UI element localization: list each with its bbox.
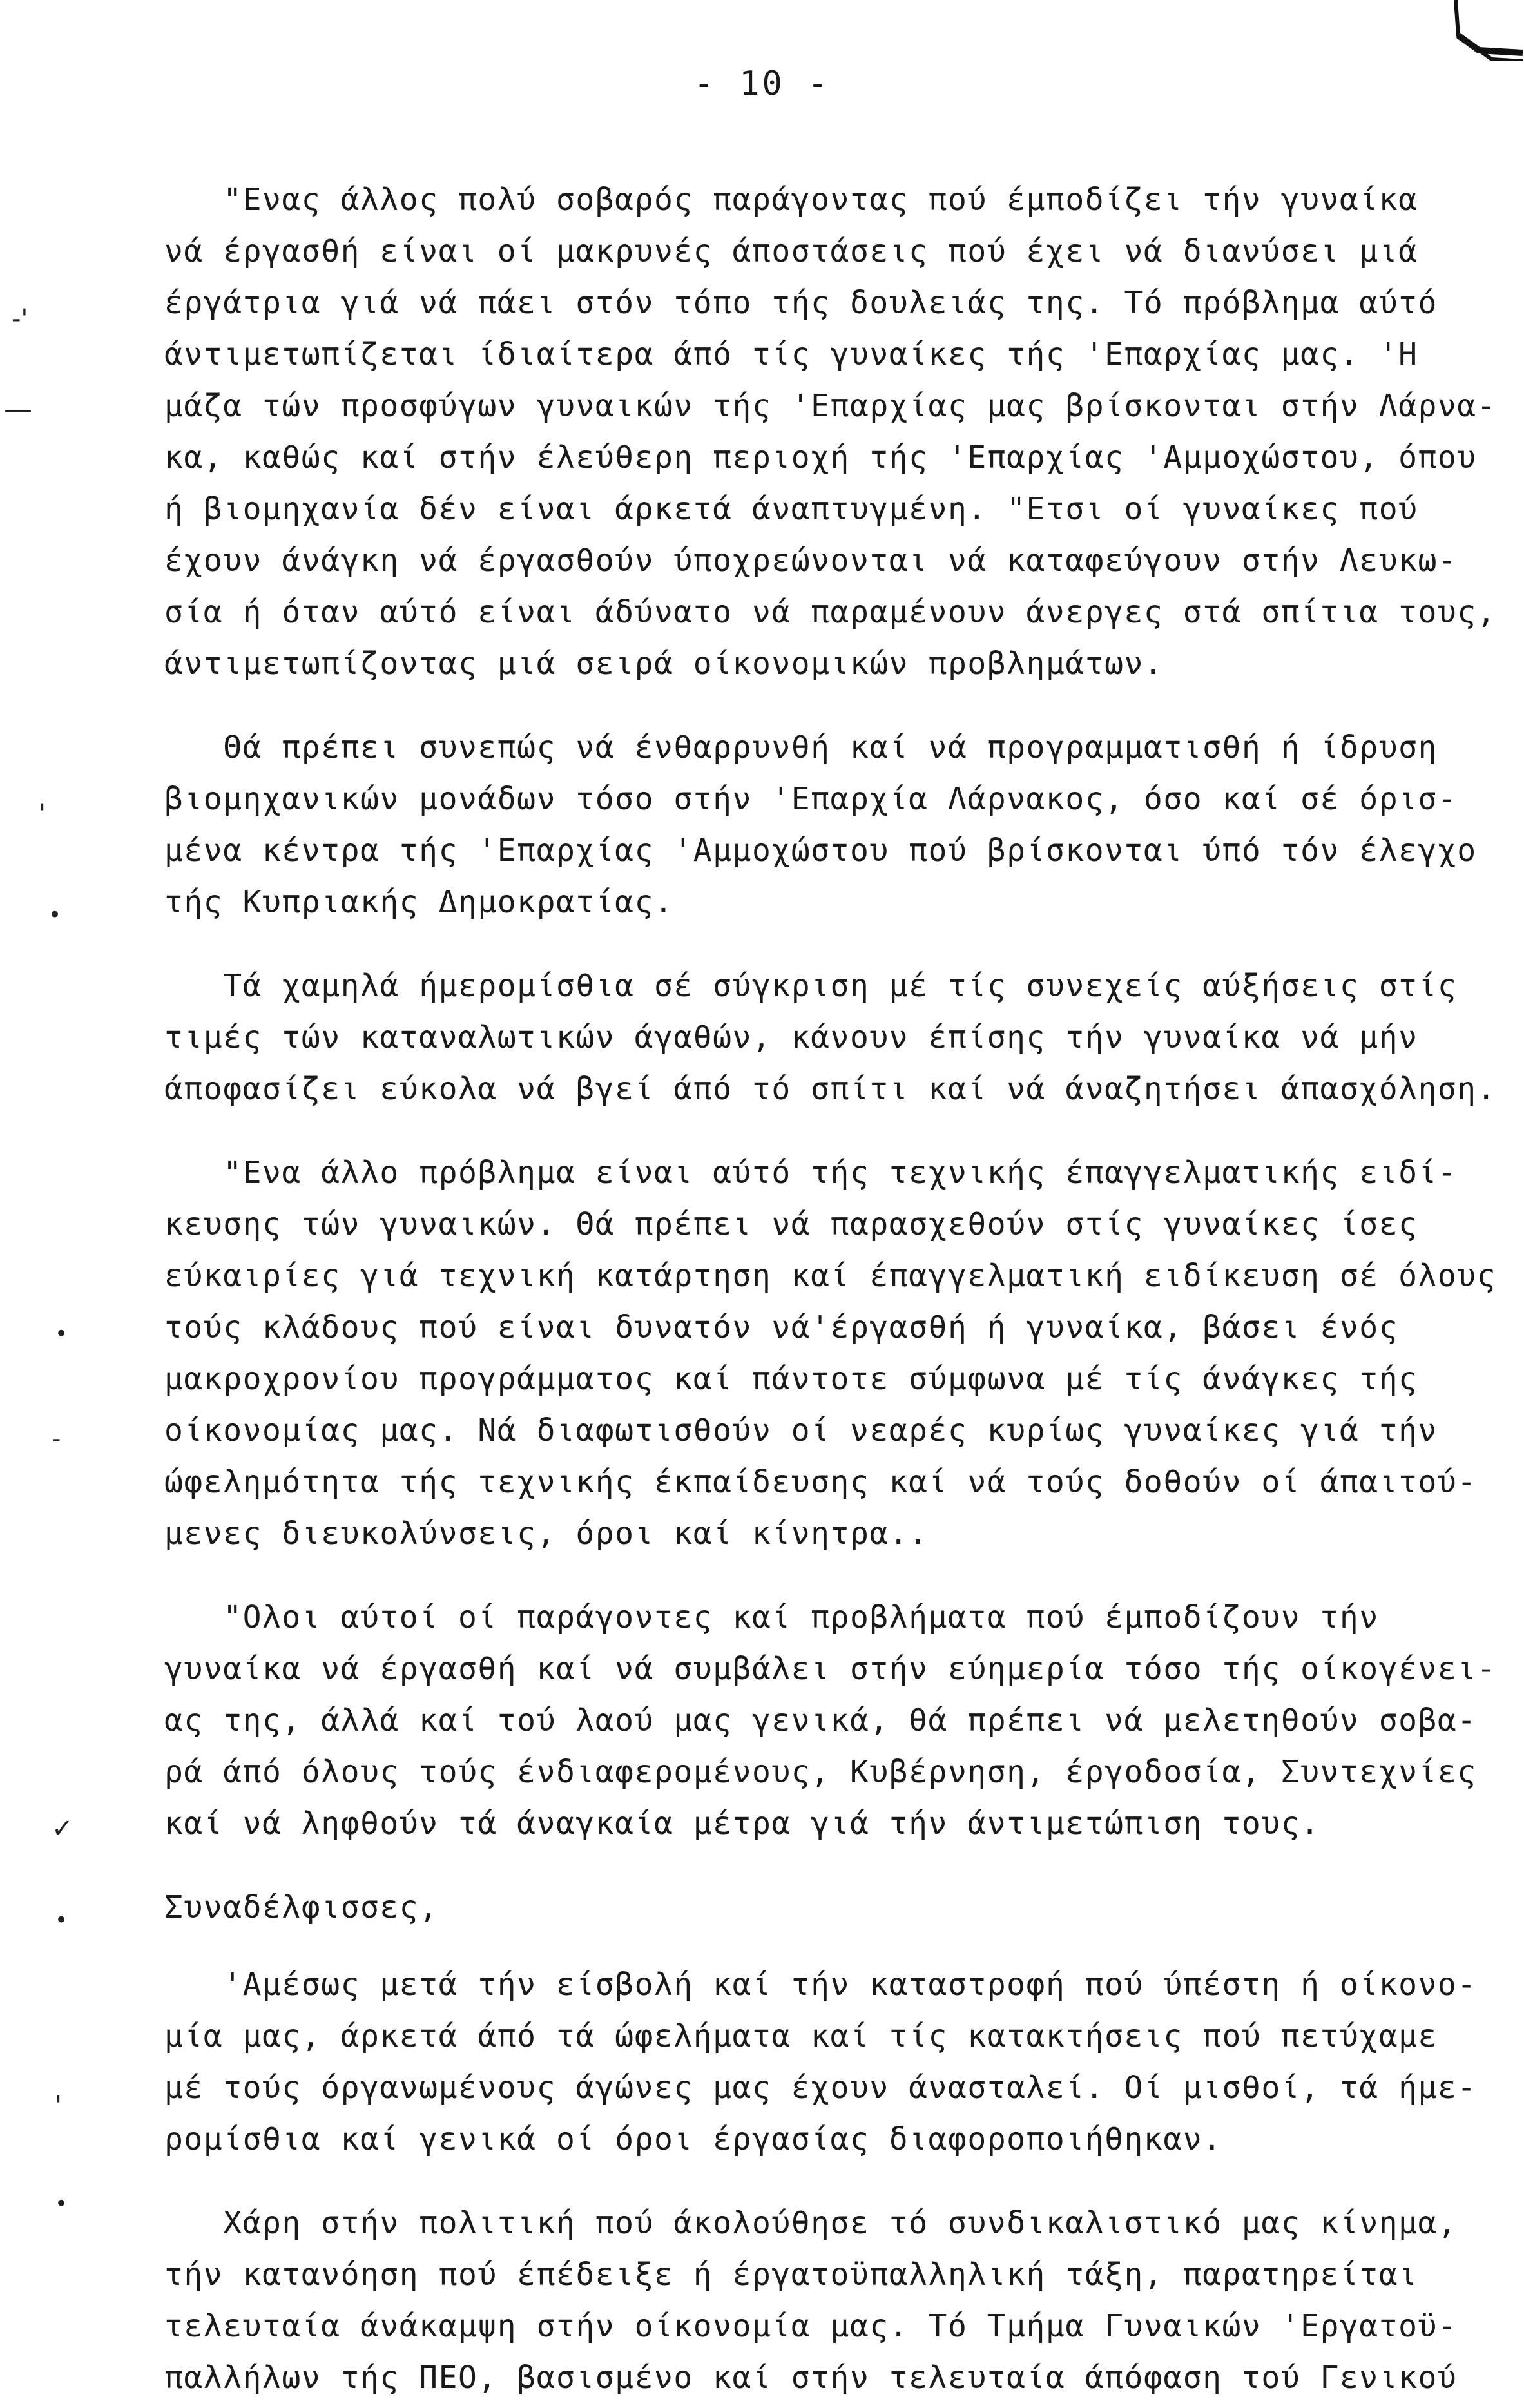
margin-mark: ' xyxy=(55,2091,62,2121)
margin-mark: • xyxy=(55,1907,68,1933)
paragraph: Τά χαμηλά ήμερομίσθια σέ σύγκριση μέ τίς συνεχείς αύξήσεις στίς τιμές τών καταναλωτικών άγαθών, κάνουν έπίσης τήν γυναίκα νά μήν άποφασίζει εύκολα νά βγεί άπό τό σπίτι καί νά άναζητήσει άπασχόληση. xyxy=(164,968,1497,1107)
margin-mark: ✓ xyxy=(52,1814,73,1844)
paragraph: "Ενα άλλο πρόβλημα είναι αύτό τής τεχνικής έπαγγελματικής ειδί- κευσης τών γυναικών. Θά πρέπει νά παρασχεθούν στίς γυναίκες ίσες εύκαιρίες γιά τεχνική κατάρτηση καί έπαγγελματική ειδίκευση σέ όλους τούς κλάδους πού είναι δυνατόν νά'έργασθή ή γυναίκα, βάσει ένός μακροχρονίου προγράμματος καί πάντοτε σύμφωνα μέ τίς άνάγκες τής οίκονομίας μας. Νά διαφωτισθούν οί νεαρές κυρίως γυναίκες γιά τήν ώφελημότητα τής τεχνικής έκπαίδευσης καί νά τούς δοθούν οί άπαιτού- μενες διευκολύνσεις, όροι καί κίνητρα.. xyxy=(164,1155,1497,1552)
margin-mark: -' xyxy=(12,304,28,334)
margin-mark: ' xyxy=(39,799,46,829)
document-body xyxy=(164,174,1514,2403)
margin-mark: • xyxy=(55,1321,68,1347)
page-number: - 10 - xyxy=(693,64,831,103)
paragraph: 'Αμέσως μετά τήν είσβολή καί τήν καταστροφή πού ύπέστη ή οίκονο- μία μας, άρκετά άπό τά ώφελήματα καί τίς κατακτήσεις πού πετύχαμε μέ τούς όργανωμένους άγώνες μας έχουν άνασταλεί. Οί μισθοί, τά ήμε- ρομίσθια καί γενικά οί όροι έργασίας διαφοροποιήθηκαν. xyxy=(164,1967,1477,2157)
paragraph: Θά πρέπει συνεπώς νά ένθαρρυνθή καί νά προγραμματισθή ή ίδρυση βιομηχανικών μονάδων τόσο στήν 'Επαρχία Λάρνακος, όσο καί σέ όρισ- μένα κέντρα τής 'Επαρχίας 'Αμμοχώστου πού βρίσκονται ύπό τόν έλεγχο τής Κυπριακής Δημοκρατίας. xyxy=(164,729,1477,920)
paragraph: "Ολοι αύτοί οί παράγοντες καί προβλήματα πού έμποδίζουν τήν γυναίκα νά έργασθή καί νά συμβάλει στήν εύημερία τόσο τής οίκογένει- ας της, άλλά καί τού λαού μας γενικά, θά πρέπει νά μελετηθούν σοβα- ρά άπό όλους τούς ένδιαφερομένους, Κυβέρνηση, έργοδοσία, Συντεχνίες καί νά ληφθούν τά άναγκαία μέτρα γιά τήν άντιμετώπιση τους. xyxy=(164,1599,1497,1842)
margin-mark: — xyxy=(4,393,32,426)
margin-mark: • xyxy=(55,2191,68,2217)
margin-mark: • xyxy=(48,902,62,928)
paragraph: "Ενας άλλος πολύ σοβαρός παράγοντας πού έμποδίζει τήν γυναίκα νά έργασθή είναι οί μακρυνές άποστάσεις πού έχει νά διανύσει μιά έργάτρια γιά νά πάει στόν τόπο τής δουλειάς της. Τό πρόβλημα αύτό άντιμετωπίζεται ίδιαίτερα άπό τίς γυναίκες τής 'Επαρχίας μας. 'Η μάζα τών προσφύγων γυναικών τής 'Επαρχίας μας βρίσκονται στήν Λάρνα- κα, καθώς καί στήν έλεύθερη περιοχή τής 'Επαρχίας 'Αμμοχώστου, όπου ή βιομηχανία δέν είναι άρκετά άναπτυγμένη. "Ετσι οί γυναίκες πού έχουν άνάγκη νά έργασθούν ύποχρεώνονται νά καταφεύγουν στήν Λευκω- σία ή όταν αύτό είναι άδύνατο νά παραμένουν άνεργες στά σπίτια τους, άντιμετωπίζοντας μιά σειρά οίκονομικών προβλημάτων. xyxy=(164,182,1497,682)
paragraph: Χάρη στήν πολιτική πού άκολούθησε τό συνδικαλιστικό μας κίνημα, τήν κατανόηση πού έπέδειξε ή έργατοϋπαλληλική τάξη, παρατηρείται τελευταία άνάκαμψη στήν οίκονομία μας. Τό Τμήμα Γυναικών 'Εργατοϋ- παλλήλων τής ΠΕΟ, βασισμένο καί στήν τελευταία άπόφαση τού Γενικού xyxy=(164,2205,1458,2396)
margin-mark: - xyxy=(52,1424,61,1454)
salutation: Συναδέλφισσες, xyxy=(164,1889,439,1925)
page-corner-mark xyxy=(1453,0,1524,61)
